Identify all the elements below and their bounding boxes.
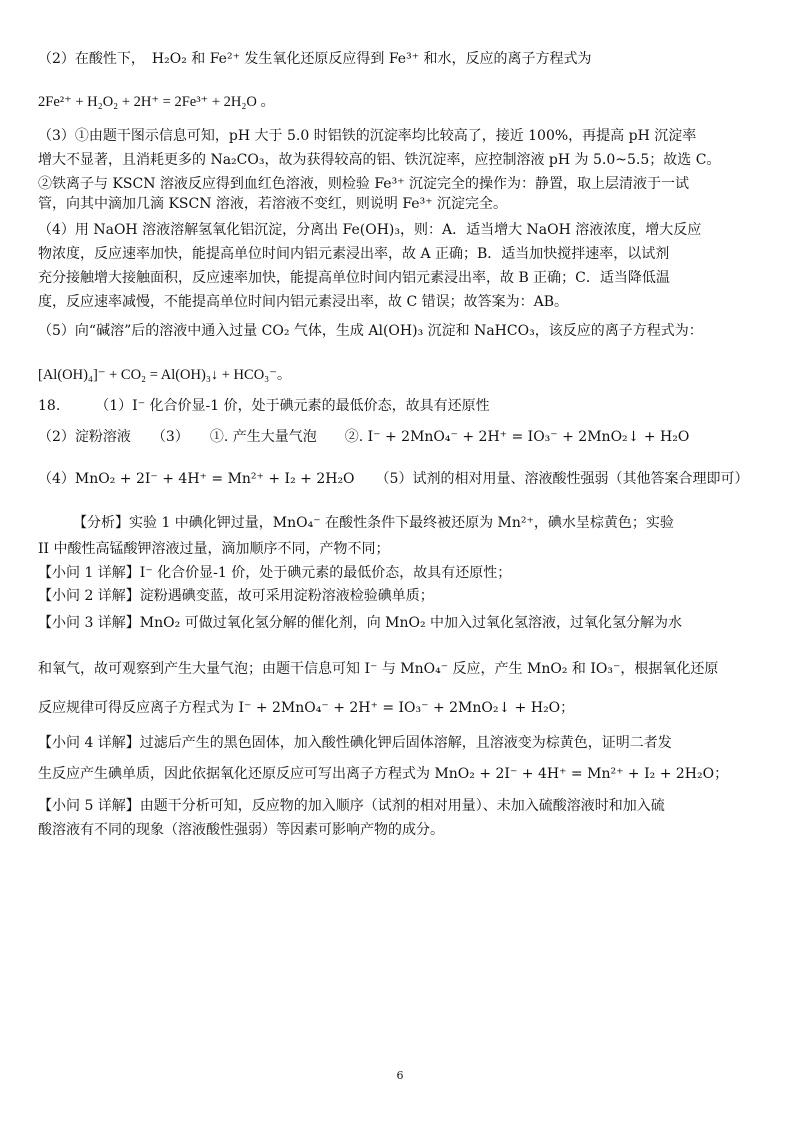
text-line-11: （5）向“碱溶”后的溶液中通入过量 CO₂ 气体，生成 Al(OH)₃ 沉淀和 NaHCO₃，该反应的离子方程式为： [38,323,703,339]
text-line-13: 18. （1）I⁻ 化合价显-1 价，处于碘元素的最低价态，故具有还原性 [38,398,490,414]
text-line-4: 增大不显著，且消耗更多的 Na₂CO₃，故为获得较高的铝、铁沉淀率，应控制溶液 pH 为 5.0~5.5；故选 C。 [38,152,721,168]
text-line-10: 度，反应速率减慢，不能提高单位时间内铝元素浸出率，故 C 错误；故答案为：AB。 [38,294,569,310]
text-line-26: 酸溶液有不同的现象（溶液酸性强弱）等因素可影响产物的成分。 [38,822,444,838]
text-line-21: 和氧气，故可观察到产生大量气泡；由题干信息可知 I⁻ 与 MnO₄⁻ 反应，产生 MnO₂ 和 IO₃⁻，根据氧化还原 [38,661,719,677]
text-line-24: 生反应产生碘单质，因此依据氧化还原反应可写出离子方程式为 MnO₂ + 2I⁻ + 4H⁺ = Mn²⁺ + I₂ + 2H₂O； [38,766,729,782]
text-line-23: 【小问 4 详解】过滤后产生的黑色固体，加入酸性碘化钾后固体溶解，且溶液变为棕黄色，证明二者发 [38,735,672,751]
text-line-17: II 中酸性高锰酸钾溶液过量，滴加顺序不同，产物不同； [38,541,390,557]
text-line-7: （4）用 NaOH 溶液溶解氢氧化铝沉淀，分离出 Fe(OH)₃，则：A．适当增大 NaOH 溶液浓度，增大反应 [38,222,702,238]
text-line-19: 【小问 2 详解】淀粉遇碘变蓝，故可采用淀粉溶液检验碘单质； [38,588,434,604]
text-line-8: 物浓度，反应速率加快，能提高单位时间内铝元素浸出率，故 A 正确；B．适当加快搅拌速率，以试剂 [38,246,670,262]
text-line-6: 管，向其中滴加几滴 KSCN 溶液，若溶液不变红，则说明 Fe³⁺ 沉淀完全。 [38,196,508,212]
text-line-22: 反应规律可得反应离子方程式为 I⁻ + 2MnO₄⁻ + 2H⁺ = IO₃⁻ + 2MnO₂↓ + H₂O； [38,700,575,716]
text-line-16: 【分析】实验 1 中碘化钾过量，MnO₄⁻ 在酸性条件下最终被还原为 Mn²⁺，碘水呈棕黄色；实验 [38,515,674,531]
text-line-15: （4）MnO₂ + 2I⁻ + 4H⁺ = Mn²⁺ + I₂ + 2H₂O （5）试剂的相对用量、溶液酸性强弱（其他答案合理即可） [38,471,749,487]
text-line-1: （2）在酸性下， H₂O₂ 和 Fe²⁺ 发生氧化还原反应得到 Fe³⁺ 和水，反应的离子方程式为 [38,51,592,67]
text-line-9: 充分接触增大接触面积，反应速率加快，能提高单位时间内铝元素浸出率，故 B 正确；C．适当降低温 [38,270,670,286]
equation-line-12: [Al(OH)₄]⁻ + CO₂ = Al(OH)₃↓ + HCO₃⁻。 [38,367,292,383]
page-number: 6 [396,1069,404,1082]
text-line-18: 【小问 1 详解】I⁻ 化合价显-1 价，处于碘元素的最低价态，故具有还原性； [38,565,512,581]
equation-line-2: 2Fe²⁺ + H₂O₂ + 2H⁺ = 2Fe³⁺ + 2H₂O 。 [38,94,276,110]
text-line-3: （3）①由题干图示信息可知，pH 大于 5.0 时铝铁的沉淀率均比较高了，接近 100%，再提高 pH 沉淀率 [38,128,697,144]
text-line-5: ②铁离子与 KSCN 溶液反应得到血红色溶液，则检验 Fe³⁺ 沉淀完全的操作为：静置，取上层清液于一试 [38,176,690,192]
text-line-14: （2）淀粉溶液 （3） ①. 产生大量气泡 ②. I⁻ + 2MnO₄⁻ + 2H⁺ = IO₃⁻ + 2MnO₂↓ + H₂O [38,429,690,445]
text-line-20: 【小问 3 详解】MnO₂ 可做过氧化氢分解的催化剂，向 MnO₂ 中加入过氧化氢溶液，过氧化氢分解为水 [38,615,683,631]
text-line-25: 【小问 5 详解】由题干分析可知，反应物的加入顺序（试剂的相对用量）、未加入硫酸溶液时和加入硫 [38,798,665,814]
